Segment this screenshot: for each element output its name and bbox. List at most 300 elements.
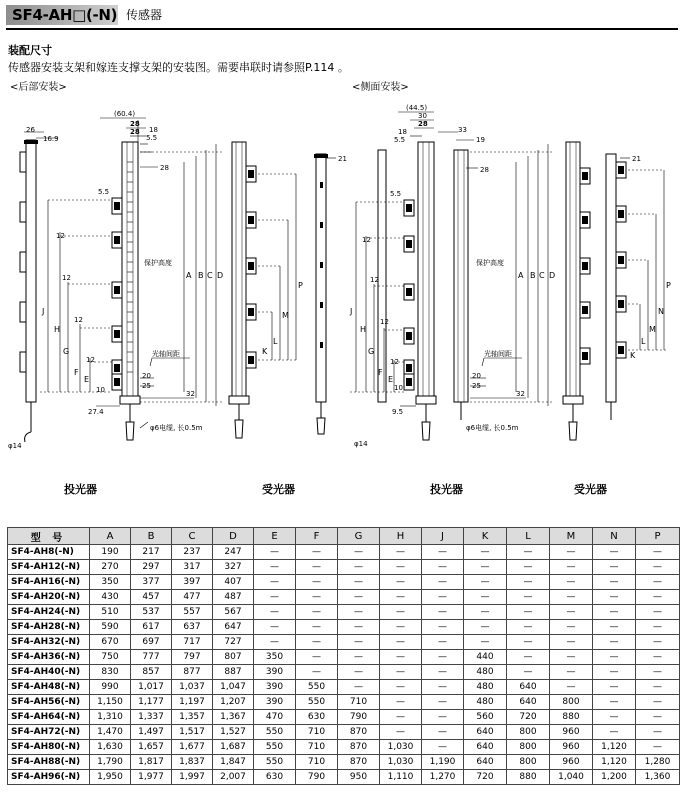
table-cell: 430 xyxy=(90,590,131,605)
dim-12a: 12 xyxy=(56,232,65,240)
dim-18-side: 18 xyxy=(398,128,407,136)
table-cell: 1,817 xyxy=(131,755,172,770)
dim-10: 10 xyxy=(96,386,105,394)
table-row xyxy=(8,650,680,665)
table-cell: — xyxy=(636,665,680,680)
table-cell: — xyxy=(422,740,464,755)
table-cell: 1,847 xyxy=(213,755,254,770)
caption-rear-receiver: 受光器 xyxy=(262,483,295,496)
dim-5-5-side-b: 5.5 xyxy=(390,190,402,198)
table-cell: — xyxy=(550,605,593,620)
table-cell: — xyxy=(380,650,422,665)
table-cell: — xyxy=(464,635,507,650)
side-receiver-side-profile xyxy=(606,154,626,420)
table-cell: — xyxy=(422,590,464,605)
dim-5-5a: 5.5 xyxy=(146,134,158,142)
table-row xyxy=(8,755,680,770)
table-cell-model: SF4-AH48(-N) xyxy=(8,680,90,695)
table-cell: — xyxy=(636,725,680,740)
table-cell: — xyxy=(636,605,680,620)
table-cell: — xyxy=(380,725,422,740)
table-cell: — xyxy=(338,605,380,620)
dim-F-side: F xyxy=(378,368,383,377)
dim-44-5: (44.5) xyxy=(406,104,428,112)
dim-P: P xyxy=(298,281,303,290)
dim-P-side: P xyxy=(666,281,671,290)
table-cell: 1,950 xyxy=(90,770,131,785)
table-cell-model: SF4-AH20(-N) xyxy=(8,590,90,605)
table-cell: — xyxy=(593,665,636,680)
table-cell: 247 xyxy=(213,545,254,560)
table-cell: — xyxy=(338,665,380,680)
table-cell: — xyxy=(507,620,550,635)
table-cell: — xyxy=(636,560,680,575)
table-cell: — xyxy=(507,560,550,575)
table-cell: 990 xyxy=(90,680,131,695)
dim-E-side: E xyxy=(388,375,394,384)
table-cell: — xyxy=(593,680,636,695)
table-cell-model: SF4-AH80(-N) xyxy=(8,740,90,755)
table-cell: — xyxy=(550,665,593,680)
table-cell: — xyxy=(593,545,636,560)
dim-20: 20 xyxy=(142,372,151,380)
table-cell: — xyxy=(593,575,636,590)
table-cell: — xyxy=(636,545,680,560)
table-cell: 1,357 xyxy=(172,710,213,725)
table-cell: 1,190 xyxy=(422,755,464,770)
table-cell: 800 xyxy=(550,695,593,710)
rear-receiver-side-profile xyxy=(314,154,336,434)
table-cell: 1,337 xyxy=(131,710,172,725)
table-header-n: N xyxy=(593,528,636,545)
table-header-j: J xyxy=(422,528,464,545)
table-cell: — xyxy=(422,680,464,695)
dim-J: J xyxy=(42,307,45,316)
table-cell-model: SF4-AH40(-N) xyxy=(8,665,90,680)
table-cell: — xyxy=(464,575,507,590)
table-cell: 390 xyxy=(254,665,296,680)
table-cell: — xyxy=(550,545,593,560)
table-cell: 797 xyxy=(172,650,213,665)
table-cell: — xyxy=(380,590,422,605)
table-cell: 1,517 xyxy=(172,725,213,740)
table-cell: — xyxy=(380,680,422,695)
table-cell: — xyxy=(338,560,380,575)
dim-H-side: H xyxy=(360,325,367,334)
table-cell: — xyxy=(296,665,338,680)
side-emitter-front xyxy=(378,142,468,440)
table-cell: 750 xyxy=(90,650,131,665)
dimension-drawing xyxy=(0,92,684,477)
dim-L: L xyxy=(273,337,278,346)
dim-12-side-a: 12 xyxy=(362,236,371,244)
table-cell: 1,177 xyxy=(131,695,172,710)
table-cell: 1,657 xyxy=(131,740,172,755)
table-cell: — xyxy=(254,620,296,635)
label-cable: φ6电缆, 长0.5m xyxy=(150,424,203,432)
table-cell: — xyxy=(338,620,380,635)
side-mount-label: <侧面安装> xyxy=(352,82,409,93)
dim-B: B xyxy=(198,271,204,280)
table-cell: — xyxy=(296,620,338,635)
dim-dia14-side: φ14 xyxy=(354,440,368,448)
table-cell: — xyxy=(422,545,464,560)
table-cell: 550 xyxy=(254,740,296,755)
table-cell: 1,030 xyxy=(380,755,422,770)
table-cell: 470 xyxy=(254,710,296,725)
table-cell: — xyxy=(422,620,464,635)
table-body xyxy=(8,545,680,785)
table-cell: 1,497 xyxy=(131,725,172,740)
dim-60-4: (60.4) xyxy=(114,110,136,118)
table-cell: — xyxy=(636,710,680,725)
table-cell: — xyxy=(296,650,338,665)
table-cell: 1,040 xyxy=(550,770,593,785)
dim-33: 33 xyxy=(458,126,467,134)
dim-28-side-b: 28 xyxy=(480,166,489,174)
table-cell: 857 xyxy=(131,665,172,680)
table-cell: — xyxy=(593,605,636,620)
table-cell: 1,837 xyxy=(172,755,213,770)
dim-D-side: D xyxy=(549,271,556,280)
table-cell: — xyxy=(296,635,338,650)
dim-21: 21 xyxy=(338,155,347,163)
dim-25: 25 xyxy=(142,382,151,390)
table-cell: 480 xyxy=(464,665,507,680)
table-row xyxy=(8,605,680,620)
table-cell: 717 xyxy=(172,635,213,650)
table-row xyxy=(8,740,680,755)
table-cell: 1,110 xyxy=(380,770,422,785)
dim-B-side: B xyxy=(530,271,536,280)
table-cell: 217 xyxy=(131,545,172,560)
table-row xyxy=(8,620,680,635)
table-cell: — xyxy=(507,590,550,605)
table-cell: 590 xyxy=(90,620,131,635)
table-cell: 880 xyxy=(507,770,550,785)
table-cell: — xyxy=(380,695,422,710)
table-cell: 807 xyxy=(213,650,254,665)
dim-28b-top: 28 xyxy=(130,128,140,136)
dim-E: E xyxy=(84,375,90,384)
table-cell: 617 xyxy=(131,620,172,635)
table-cell: — xyxy=(550,575,593,590)
dim-dia14: φ14 xyxy=(8,442,22,450)
table-row xyxy=(8,695,680,710)
table-cell: — xyxy=(296,560,338,575)
dim-9-5: 9.5 xyxy=(392,408,404,416)
table-cell: 390 xyxy=(254,680,296,695)
dim-26: 26 xyxy=(26,126,35,134)
table-cell: 1,017 xyxy=(131,680,172,695)
table-cell: — xyxy=(254,635,296,650)
table-cell: 350 xyxy=(90,575,131,590)
dim-5-5-side-a: 5.5 xyxy=(394,136,406,144)
table-cell: 647 xyxy=(213,620,254,635)
table-cell: 567 xyxy=(213,605,254,620)
table-cell: 1,997 xyxy=(172,770,213,785)
table-cell: — xyxy=(636,590,680,605)
table-cell: — xyxy=(338,575,380,590)
table-cell: 1,207 xyxy=(213,695,254,710)
table-header-row xyxy=(8,528,680,545)
dim-M-side: M xyxy=(649,325,656,334)
table-cell: — xyxy=(296,590,338,605)
table-cell: 800 xyxy=(507,725,550,740)
table-cell: — xyxy=(296,575,338,590)
dim-28a: 28 xyxy=(130,120,140,128)
label-protection-height-side: 保护高度 xyxy=(476,259,504,267)
table-cell: 297 xyxy=(131,560,172,575)
table-cell: 487 xyxy=(213,590,254,605)
table-cell: 720 xyxy=(464,770,507,785)
caption-rear-emitter: 投光器 xyxy=(64,483,97,496)
dim-12-side-c: 12 xyxy=(380,318,389,326)
table-cell: 1,030 xyxy=(380,740,422,755)
rear-receiver-front xyxy=(229,142,256,438)
table-cell: 640 xyxy=(507,680,550,695)
dim-27-4: 27.4 xyxy=(88,408,104,416)
dim-32-side: 32 xyxy=(516,390,525,398)
table-cell: — xyxy=(380,560,422,575)
table-cell: — xyxy=(507,605,550,620)
table-cell: — xyxy=(593,635,636,650)
table-cell: — xyxy=(507,635,550,650)
dim-12d: 12 xyxy=(86,356,95,364)
table-cell: — xyxy=(593,695,636,710)
page-header xyxy=(6,2,678,30)
table-row xyxy=(8,680,680,695)
table-cell: 1,150 xyxy=(90,695,131,710)
table-cell: — xyxy=(550,650,593,665)
rear-mount-label: <后部安装> xyxy=(10,82,67,93)
header-category: 传感器 xyxy=(126,8,163,22)
side-mount-view xyxy=(349,104,671,448)
table-cell-model: SF4-AH36(-N) xyxy=(8,650,90,665)
table-cell: 550 xyxy=(296,695,338,710)
table-cell: — xyxy=(254,575,296,590)
table-cell: 2,007 xyxy=(213,770,254,785)
table-cell: 1,630 xyxy=(90,740,131,755)
table-cell: 880 xyxy=(550,710,593,725)
table-cell: 1,687 xyxy=(213,740,254,755)
table-cell-model: SF4-AH12(-N) xyxy=(8,560,90,575)
label-beam-pitch-side: 光轴间距 xyxy=(484,350,512,358)
table-cell: 480 xyxy=(464,680,507,695)
dim-G: G xyxy=(63,347,70,356)
table-header-m: M xyxy=(550,528,593,545)
table-cell: — xyxy=(636,680,680,695)
table-cell: 800 xyxy=(507,755,550,770)
table-cell: 1,047 xyxy=(213,680,254,695)
table-cell: 720 xyxy=(507,710,550,725)
table-cell: 270 xyxy=(90,560,131,575)
dim-12c: 12 xyxy=(74,316,83,324)
table-cell: — xyxy=(507,545,550,560)
table-row xyxy=(8,560,680,575)
table-cell: 1,527 xyxy=(213,725,254,740)
table-cell: — xyxy=(338,650,380,665)
table-cell: 1,280 xyxy=(636,755,680,770)
dim-12-side-b: 12 xyxy=(370,276,379,284)
table-cell: 640 xyxy=(464,755,507,770)
section-title: 装配尺寸 xyxy=(8,44,52,57)
table-cell: — xyxy=(636,575,680,590)
table-cell: 640 xyxy=(507,695,550,710)
table-cell: 710 xyxy=(296,725,338,740)
table-cell: — xyxy=(464,560,507,575)
table-cell: 480 xyxy=(464,695,507,710)
table-cell: — xyxy=(464,545,507,560)
caption-side-emitter: 投光器 xyxy=(430,483,463,496)
table-row xyxy=(8,725,680,740)
table-cell: 960 xyxy=(550,740,593,755)
table-cell: — xyxy=(464,620,507,635)
table-cell: 350 xyxy=(254,650,296,665)
table-cell: 1,197 xyxy=(172,695,213,710)
table-cell-model: SF4-AH28(-N) xyxy=(8,620,90,635)
dim-L-side: L xyxy=(641,337,646,346)
table-cell: 870 xyxy=(338,755,380,770)
table-cell: — xyxy=(422,665,464,680)
table-cell: 1,037 xyxy=(172,680,213,695)
table-cell: — xyxy=(593,590,636,605)
table-cell-model: SF4-AH88(-N) xyxy=(8,755,90,770)
table-cell: — xyxy=(422,725,464,740)
table-cell: 1,470 xyxy=(90,725,131,740)
dim-12b: 12 xyxy=(62,274,71,282)
side-receiver-front xyxy=(563,142,590,440)
table-cell-model: SF4-AH8(-N) xyxy=(8,545,90,560)
table-cell: 830 xyxy=(90,665,131,680)
table-cell: — xyxy=(507,575,550,590)
table-header-c: C xyxy=(172,528,213,545)
header-model: SF4-AH□(-N) xyxy=(12,6,118,24)
table-cell: 1,367 xyxy=(213,710,254,725)
table-cell: 960 xyxy=(550,725,593,740)
table-cell: 327 xyxy=(213,560,254,575)
label-beam-pitch: 光轴间距 xyxy=(152,350,180,358)
table-cell: 557 xyxy=(172,605,213,620)
dim-H: H xyxy=(54,325,61,334)
table-cell: 710 xyxy=(338,695,380,710)
table-row xyxy=(8,770,680,785)
table-cell: — xyxy=(636,635,680,650)
table-cell: 190 xyxy=(90,545,131,560)
table-cell-model: SF4-AH96(-N) xyxy=(8,770,90,785)
dim-F: F xyxy=(74,368,79,377)
table-cell: — xyxy=(593,560,636,575)
table-cell: 630 xyxy=(254,770,296,785)
dim-D: D xyxy=(217,271,224,280)
table-cell: 457 xyxy=(131,590,172,605)
table-cell: — xyxy=(636,620,680,635)
dim-K: K xyxy=(262,347,268,356)
table-cell: 1,790 xyxy=(90,755,131,770)
table-cell-model: SF4-AH64(-N) xyxy=(8,710,90,725)
table-cell: 877 xyxy=(172,665,213,680)
table-row xyxy=(8,590,680,605)
table-cell: 790 xyxy=(338,710,380,725)
table-cell: — xyxy=(636,740,680,755)
table-row xyxy=(8,635,680,650)
table-cell-model: SF4-AH32(-N) xyxy=(8,635,90,650)
table-cell: — xyxy=(380,635,422,650)
table-cell: — xyxy=(254,590,296,605)
table-cell: 870 xyxy=(338,725,380,740)
table-cell: — xyxy=(296,545,338,560)
table-cell: 537 xyxy=(131,605,172,620)
table-row xyxy=(8,665,680,680)
table-cell: — xyxy=(380,545,422,560)
table-header-k: K xyxy=(464,528,507,545)
table-cell: 1,270 xyxy=(422,770,464,785)
dim-28b: 28 xyxy=(160,164,169,172)
table-header-f: F xyxy=(296,528,338,545)
table-cell: — xyxy=(464,605,507,620)
table-cell: 670 xyxy=(90,635,131,650)
dim-A: A xyxy=(186,271,192,280)
table-cell: 1,677 xyxy=(172,740,213,755)
table-cell-model: SF4-AH16(-N) xyxy=(8,575,90,590)
table-cell: 777 xyxy=(131,650,172,665)
table-cell: — xyxy=(507,650,550,665)
table-cell: — xyxy=(550,635,593,650)
table-header-g: G xyxy=(338,528,380,545)
rear-mount-view xyxy=(8,110,347,450)
table-cell: 727 xyxy=(213,635,254,650)
table-cell: 317 xyxy=(172,560,213,575)
dimension-table xyxy=(7,527,680,785)
table-cell: — xyxy=(338,635,380,650)
label-cable-side: φ6电缆, 长0.5m xyxy=(466,424,519,432)
table-cell: — xyxy=(380,665,422,680)
table-cell: — xyxy=(636,650,680,665)
dim-25-side: 25 xyxy=(472,382,481,390)
table-cell: 800 xyxy=(507,740,550,755)
dim-21-side: 21 xyxy=(632,155,641,163)
table-cell: 697 xyxy=(131,635,172,650)
table-cell: 640 xyxy=(464,740,507,755)
table-cell: 550 xyxy=(296,680,338,695)
table-cell: 510 xyxy=(90,605,131,620)
label-protection-height: 保护高度 xyxy=(144,259,172,267)
caption-side-receiver: 受光器 xyxy=(574,483,607,496)
dim-C: C xyxy=(207,271,213,280)
table-header-d: D xyxy=(213,528,254,545)
table-cell: — xyxy=(593,620,636,635)
table-cell: — xyxy=(254,545,296,560)
table-cell: 237 xyxy=(172,545,213,560)
table-cell: — xyxy=(593,650,636,665)
table-cell: 560 xyxy=(464,710,507,725)
dim-C-side: C xyxy=(539,271,545,280)
table-cell: 377 xyxy=(131,575,172,590)
dim-18: 18 xyxy=(149,126,158,134)
dim-K-side: K xyxy=(630,351,636,360)
section-description: 传感器安装支架和嫁连支撑支架的安装图。需要串联时请参照P.114 。 xyxy=(8,61,349,74)
dim-5-5b: 5.5 xyxy=(98,188,110,196)
table-cell: 710 xyxy=(296,740,338,755)
dim-J-side: J xyxy=(350,307,353,316)
dim-32: 32 xyxy=(186,390,195,398)
table-cell: 950 xyxy=(338,770,380,785)
table-cell: — xyxy=(338,545,380,560)
table-cell: — xyxy=(422,710,464,725)
table-cell: 550 xyxy=(254,755,296,770)
dim-28-side-a: 28 xyxy=(418,120,428,128)
table-cell: — xyxy=(636,695,680,710)
